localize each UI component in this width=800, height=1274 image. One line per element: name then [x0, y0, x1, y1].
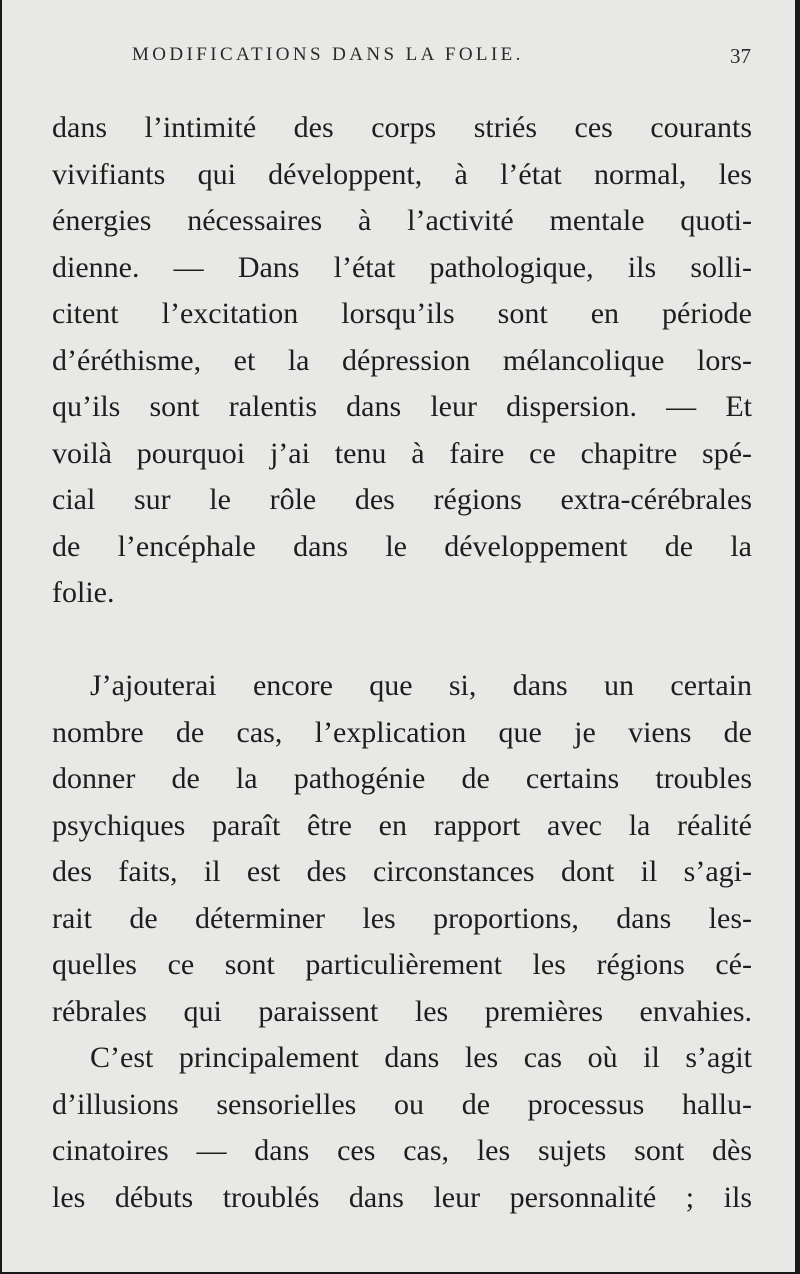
text-line: qu’ils sont ralentis dans leur dispersion. — Et	[52, 390, 752, 423]
text-line: rébrales qui paraissent les premières envahies.	[52, 994, 752, 1028]
running-head	[2, 44, 795, 74]
page-number: 37	[730, 44, 751, 68]
text-line: quelles ce sont particulièrement les régions cé-	[52, 948, 752, 981]
paragraph-spacer	[52, 617, 752, 664]
paragraph-3	[52, 1035, 752, 1221]
text-line: rait de déterminer les proportions, dans les-	[52, 901, 752, 935]
text-line: C’est principalement dans les cas où il s’agit	[90, 1041, 752, 1074]
body-text	[52, 105, 752, 1221]
text-line: psychiques paraît être en rapport avec la réalité	[52, 808, 752, 842]
text-line: dans l’intimité des corps striés ces courants	[52, 111, 752, 144]
paragraph-2	[52, 663, 752, 1035]
running-title: MODIFICATIONS DANS LA FOLIE.	[132, 44, 524, 65]
text-line: cinatoires — dans ces cas, les sujets sont dès	[52, 1134, 752, 1167]
text-line: vivifiants qui développent, à l’état normal, les	[52, 157, 752, 191]
text-line: cial sur le rôle des régions extra-cérébrales	[52, 483, 752, 516]
text-line: donner de la pathogénie de certains troubles	[52, 762, 752, 795]
text-line: énergies nécessaires à l’activité mentale quoti-	[52, 204, 752, 237]
text-line: folie.	[52, 576, 115, 609]
text-line: d’éréthisme, et la dépression mélancolique lors-	[52, 343, 752, 377]
text-line: les débuts troublés dans leur personnalité ; ils	[52, 1180, 752, 1214]
book-page	[2, 0, 795, 1272]
text-line: des faits, il est des circonstances dont il s’agi-	[52, 855, 752, 888]
text-line: citent l’excitation lorsqu’ils sont en période	[52, 297, 752, 330]
paragraph-1	[52, 105, 752, 617]
text-line: de l’encéphale dans le développement de la	[52, 529, 752, 563]
text-line: voilà pourquoi j’ai tenu à faire ce chapitre spé-	[52, 436, 752, 470]
text-line: J’ajouterai encore que si, dans un certain	[90, 669, 752, 702]
text-line: d’illusions sensorielles ou de processus hallu-	[52, 1087, 752, 1121]
text-line: dienne. — Dans l’état pathologique, ils solli-	[52, 250, 752, 284]
text-line: nombre de cas, l’explication que je viens de	[52, 715, 752, 749]
